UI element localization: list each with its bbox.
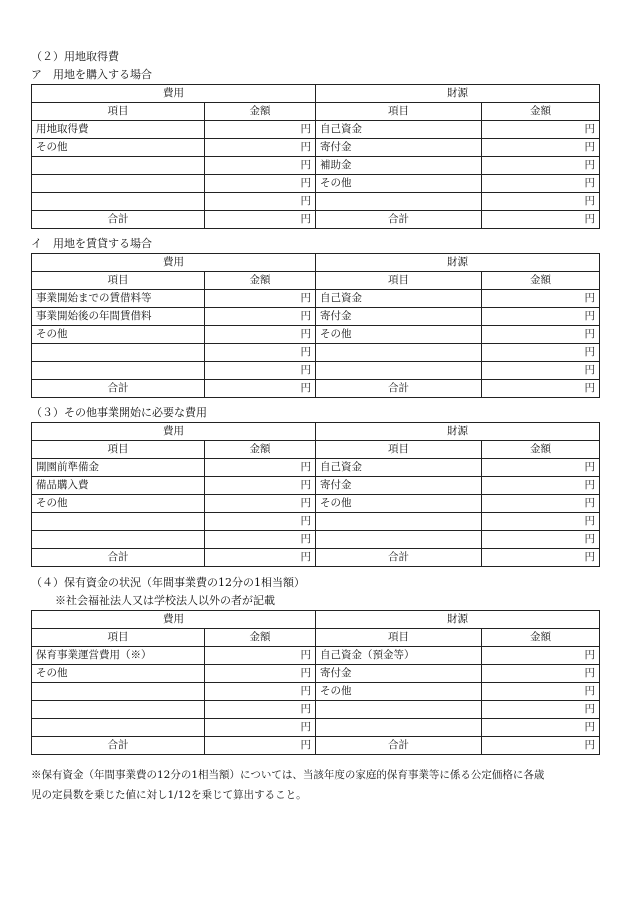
table-row [32, 683, 600, 701]
table-row [32, 139, 600, 157]
amount-column-header: 金額 [205, 441, 316, 459]
amount-column-header: 金額 [205, 272, 316, 290]
table-row [32, 459, 600, 477]
expense-total-amount: 円 [205, 737, 316, 755]
table-column-header-row [32, 441, 600, 459]
expense-item-cell: 保育事業運営費用（※） [32, 647, 205, 665]
item-column-header: 項目 [316, 629, 482, 647]
funding-item-cell: 寄付金 [316, 139, 482, 157]
item-column-header: 項目 [32, 103, 205, 121]
funding-amount-cell: 円 [482, 139, 600, 157]
item-column-header: 項目 [316, 103, 482, 121]
funding-item-cell [316, 193, 482, 211]
expense-amount-cell: 円 [205, 344, 316, 362]
table-group-header-row [32, 423, 600, 441]
expenses-header: 費用 [32, 254, 316, 272]
expense-amount-cell: 円 [205, 665, 316, 683]
funding-item-cell [316, 719, 482, 737]
expense-item-cell [32, 157, 205, 175]
item-column-header: 項目 [316, 441, 482, 459]
table-group-header-row [32, 85, 600, 103]
funding-amount-cell: 円 [482, 647, 600, 665]
expense-item-cell [32, 701, 205, 719]
expense-total-label: 合計 [32, 380, 205, 398]
table-row [32, 175, 600, 193]
funding-amount-cell: 円 [482, 362, 600, 380]
funding-item-cell [316, 513, 482, 531]
footnote-line-1: ※保有資金（年間事業費の12分の1相当額）については、当該年度の家庭的保育事業等に係る公定価格に各歳 [31, 769, 545, 781]
expense-amount-cell: 円 [205, 308, 316, 326]
section-heading-4: （４）保有資金の状況（年間事業費の12分の1相当額） [31, 576, 305, 589]
expense-amount-cell: 円 [205, 531, 316, 549]
table-column-header-row [32, 272, 600, 290]
funding-amount-cell: 円 [482, 665, 600, 683]
expense-item-cell: その他 [32, 139, 205, 157]
funding-header: 財源 [316, 254, 600, 272]
expenses-header: 費用 [32, 423, 316, 441]
subsection-heading-purchase: ア 用地を購入する場合 [31, 68, 152, 81]
funding-amount-cell: 円 [482, 121, 600, 139]
funding-total-amount: 円 [482, 380, 600, 398]
funding-amount-cell: 円 [482, 531, 600, 549]
funding-amount-cell: 円 [482, 719, 600, 737]
funding-item-cell [316, 531, 482, 549]
funding-item-cell [316, 362, 482, 380]
expense-total-amount: 円 [205, 549, 316, 567]
item-column-header: 項目 [32, 272, 205, 290]
expense-total-amount: 円 [205, 211, 316, 229]
expense-item-cell [32, 362, 205, 380]
funding-amount-cell: 円 [482, 326, 600, 344]
expense-amount-cell: 円 [205, 459, 316, 477]
table-group-header-row [32, 254, 600, 272]
funding-item-cell [316, 701, 482, 719]
amount-column-header: 金額 [205, 103, 316, 121]
expense-total-label: 合計 [32, 211, 205, 229]
funding-amount-cell: 円 [482, 459, 600, 477]
table-row [32, 344, 600, 362]
table-total-row [32, 380, 600, 398]
funding-amount-cell: 円 [482, 495, 600, 513]
expense-total-amount: 円 [205, 380, 316, 398]
funding-total-amount: 円 [482, 737, 600, 755]
funding-item-cell: 自己資金 [316, 121, 482, 139]
table-group-header-row [32, 611, 600, 629]
funding-amount-cell: 円 [482, 344, 600, 362]
amount-column-header: 金額 [482, 103, 600, 121]
table-column-header-row [32, 629, 600, 647]
table-other-startup-costs [31, 422, 600, 567]
expense-total-label: 合計 [32, 737, 205, 755]
expenses-header: 費用 [32, 85, 316, 103]
funding-item-cell: その他 [316, 326, 482, 344]
table-row [32, 308, 600, 326]
expense-item-cell: その他 [32, 495, 205, 513]
expense-amount-cell: 円 [205, 683, 316, 701]
funding-item-cell: 寄付金 [316, 477, 482, 495]
expense-amount-cell: 円 [205, 477, 316, 495]
funding-amount-cell: 円 [482, 513, 600, 531]
expense-item-cell [32, 175, 205, 193]
expense-item-cell: 用地取得費 [32, 121, 205, 139]
funding-item-cell: 寄付金 [316, 308, 482, 326]
expense-amount-cell: 円 [205, 139, 316, 157]
table-row [32, 647, 600, 665]
funding-header: 財源 [316, 85, 600, 103]
funding-item-cell: 補助金 [316, 157, 482, 175]
expense-total-label: 合計 [32, 549, 205, 567]
expense-amount-cell: 円 [205, 719, 316, 737]
funding-total-amount: 円 [482, 549, 600, 567]
funding-total-label: 合計 [316, 211, 482, 229]
table-row [32, 290, 600, 308]
table-total-row [32, 737, 600, 755]
funding-amount-cell: 円 [482, 193, 600, 211]
funding-item-cell: 自己資金（預金等） [316, 647, 482, 665]
expense-item-cell [32, 683, 205, 701]
amount-column-header: 金額 [205, 629, 316, 647]
expense-item-cell: その他 [32, 326, 205, 344]
funding-item-cell [316, 344, 482, 362]
funding-amount-cell: 円 [482, 308, 600, 326]
expense-item-cell [32, 193, 205, 211]
expense-amount-cell: 円 [205, 495, 316, 513]
subsection-heading-lease: イ 用地を賃貸する場合 [31, 237, 152, 250]
table-total-row [32, 211, 600, 229]
expenses-header: 費用 [32, 611, 316, 629]
table-total-row [32, 549, 600, 567]
table-row [32, 157, 600, 175]
funding-item-cell: 自己資金 [316, 290, 482, 308]
expense-item-cell [32, 344, 205, 362]
expense-amount-cell: 円 [205, 701, 316, 719]
table-row [32, 513, 600, 531]
expense-amount-cell: 円 [205, 157, 316, 175]
table-land-purchase [31, 84, 600, 229]
table-reserve-funds [31, 610, 600, 755]
table-row [32, 193, 600, 211]
funding-amount-cell: 円 [482, 683, 600, 701]
expense-item-cell [32, 719, 205, 737]
funding-amount-cell: 円 [482, 701, 600, 719]
funding-total-label: 合計 [316, 380, 482, 398]
section-4-note: ※社会福祉法人又は学校法人以外の者が記載 [55, 594, 275, 607]
table-row [32, 701, 600, 719]
funding-amount-cell: 円 [482, 175, 600, 193]
table-row [32, 362, 600, 380]
table-row [32, 121, 600, 139]
item-column-header: 項目 [32, 629, 205, 647]
item-column-header: 項目 [32, 441, 205, 459]
expense-amount-cell: 円 [205, 193, 316, 211]
funding-header: 財源 [316, 611, 600, 629]
funding-amount-cell: 円 [482, 477, 600, 495]
expense-amount-cell: 円 [205, 326, 316, 344]
expense-amount-cell: 円 [205, 362, 316, 380]
funding-amount-cell: 円 [482, 157, 600, 175]
expense-amount-cell: 円 [205, 175, 316, 193]
funding-item-cell: その他 [316, 175, 482, 193]
section-heading-3: （３）その他事業開始に必要な費用 [31, 406, 207, 419]
table-row [32, 531, 600, 549]
funding-total-label: 合計 [316, 549, 482, 567]
amount-column-header: 金額 [482, 441, 600, 459]
expense-amount-cell: 円 [205, 290, 316, 308]
item-column-header: 項目 [316, 272, 482, 290]
footnote-line-2: 児の定員数を乗じた値に対し1/12を乗じて算出すること。 [31, 789, 307, 801]
expense-item-cell: 備品購入費 [32, 477, 205, 495]
expense-item-cell: 事業開始までの賃借料等 [32, 290, 205, 308]
funding-total-amount: 円 [482, 211, 600, 229]
table-row [32, 495, 600, 513]
table-land-lease [31, 253, 600, 398]
table-row [32, 665, 600, 683]
funding-item-cell: その他 [316, 495, 482, 513]
expense-amount-cell: 円 [205, 121, 316, 139]
expense-amount-cell: 円 [205, 647, 316, 665]
expense-item-cell [32, 531, 205, 549]
expense-item-cell [32, 513, 205, 531]
funding-item-cell: 寄付金 [316, 665, 482, 683]
table-row [32, 477, 600, 495]
amount-column-header: 金額 [482, 629, 600, 647]
funding-amount-cell: 円 [482, 290, 600, 308]
expense-amount-cell: 円 [205, 513, 316, 531]
footnote [31, 765, 603, 805]
amount-column-header: 金額 [482, 272, 600, 290]
expense-item-cell: 開園前準備金 [32, 459, 205, 477]
table-column-header-row [32, 103, 600, 121]
table-row [32, 326, 600, 344]
expense-item-cell: 事業開始後の年間賃借料 [32, 308, 205, 326]
table-row [32, 719, 600, 737]
funding-total-label: 合計 [316, 737, 482, 755]
funding-header: 財源 [316, 423, 600, 441]
funding-item-cell: その他 [316, 683, 482, 701]
expense-item-cell: その他 [32, 665, 205, 683]
funding-item-cell: 自己資金 [316, 459, 482, 477]
section-heading-2: （２）用地取得費 [31, 50, 119, 63]
